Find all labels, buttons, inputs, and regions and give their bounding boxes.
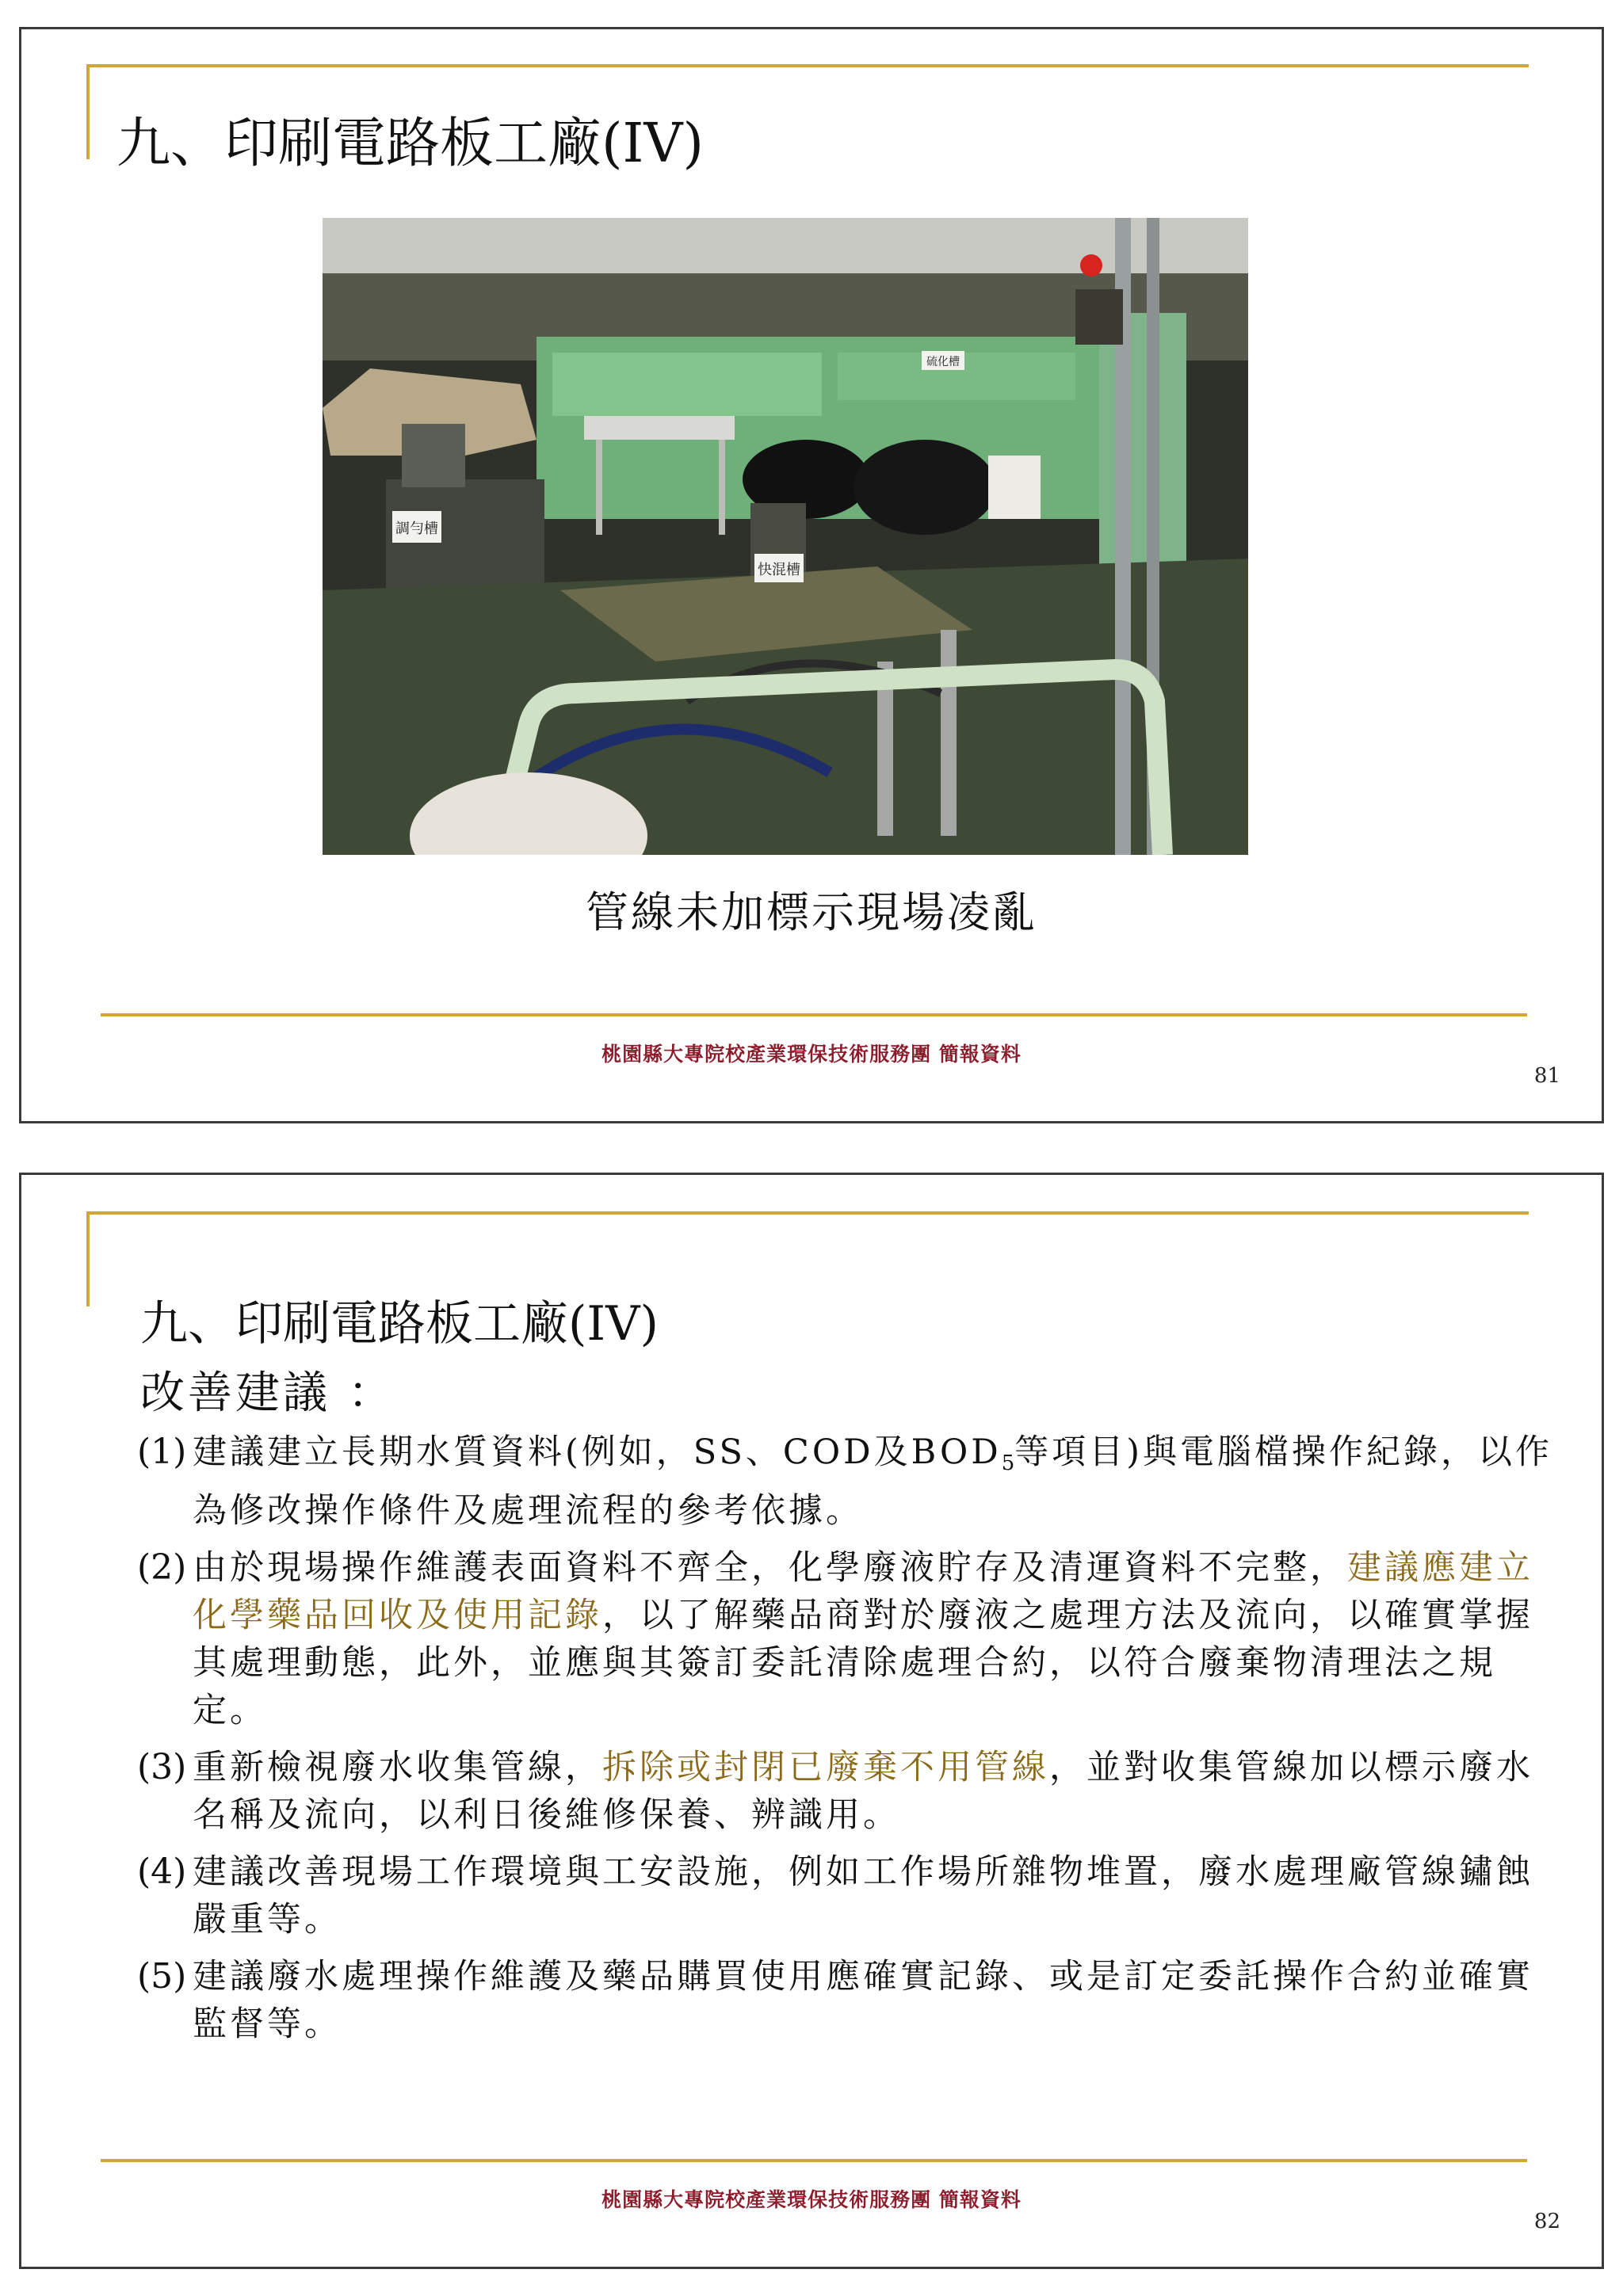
item-text: 建議改善現場工作環境與工安設施，例如工作場所雜物堆置，廢水處理廠管線鏽蝕嚴重等。 xyxy=(193,1852,1533,1939)
left-rule xyxy=(86,1211,90,1306)
top-rule xyxy=(86,64,1529,67)
item-text: 重新檢視廢水收集管線， xyxy=(193,1748,602,1787)
tank-label-1: 調勻槽 xyxy=(395,521,438,537)
item-number: (1) xyxy=(137,1432,187,1472)
item-number: (5) xyxy=(137,1956,187,1997)
item-number: (3) xyxy=(137,1747,187,1787)
list-item xyxy=(137,1744,1564,1839)
subscript-5: 5 xyxy=(1001,1451,1015,1475)
footer-text: 桃園縣大專院校產業環保技術服務團 簡報資料 xyxy=(601,2188,1022,2211)
highlighted-text: 建議應建立化學藥品回收及使用記錄 xyxy=(193,1548,1533,1635)
item-text-cont: ，以了解藥品商對於廢液之處理方法及流向，以確實掌握其處理動態，此外，並應與其簽訂委託清除處理合約，以符合廢棄物清理法之規定。 xyxy=(193,1596,1533,1730)
tank-label-3: 硫化槽 xyxy=(926,356,960,368)
list-item xyxy=(137,1544,1564,1734)
factory-scene-illustration xyxy=(323,218,1248,855)
list-item xyxy=(137,1848,1564,1943)
photo-caption: 管線未加標示現場凌亂 xyxy=(586,887,1037,937)
item-number: (2) xyxy=(137,1547,187,1588)
item-text-cont: ，並對收集管線加以標示廢水名稱及流向，以利日後維修保養、辨識用。 xyxy=(193,1748,1533,1835)
item-text: 由於現場操作維護表面資料不齊全，化學廢液貯存及清運資料不完整， xyxy=(193,1548,1347,1588)
slide-title: 九、印刷電路板工廠(IV) xyxy=(116,113,705,175)
slide-title: 九、印刷電路板工廠(IV) xyxy=(140,1296,659,1352)
page-number: 82 xyxy=(1533,2210,1560,2233)
bottom-rule xyxy=(101,2159,1527,2162)
item-text-cont: 等項目)與電腦檔操作紀錄，以作為修改操作條件及處理流程的參考依據。 xyxy=(193,1432,1553,1531)
bottom-rule xyxy=(101,1013,1527,1016)
item-number: (4) xyxy=(137,1852,187,1892)
list-item xyxy=(137,1428,1564,1535)
page-number: 81 xyxy=(1533,1064,1560,1088)
slide-82 xyxy=(19,1173,1604,2269)
item-text: 建議廢水處理操作維護及藥品購買使用應確實記錄、或是訂定委託操作合約並確實監督等。 xyxy=(193,1957,1533,2044)
factory-photo xyxy=(323,218,1248,855)
item-text: 建議建立長期水質資料(例如，SS、COD及BOD xyxy=(193,1432,1002,1472)
tank-label-2: 快混槽 xyxy=(758,562,800,578)
recommendation-list xyxy=(137,1428,1564,2058)
top-rule xyxy=(86,1211,1529,1215)
footer-text: 桃園縣大專院校產業環保技術服務團 簡報資料 xyxy=(601,1043,1022,1066)
list-item xyxy=(137,1953,1564,2048)
section-heading: 改善建議 ： xyxy=(140,1367,395,1419)
left-rule xyxy=(86,64,90,159)
slide-81 xyxy=(19,27,1604,1123)
highlighted-text: 拆除或封閉已廢棄不用管線 xyxy=(602,1748,1049,1787)
